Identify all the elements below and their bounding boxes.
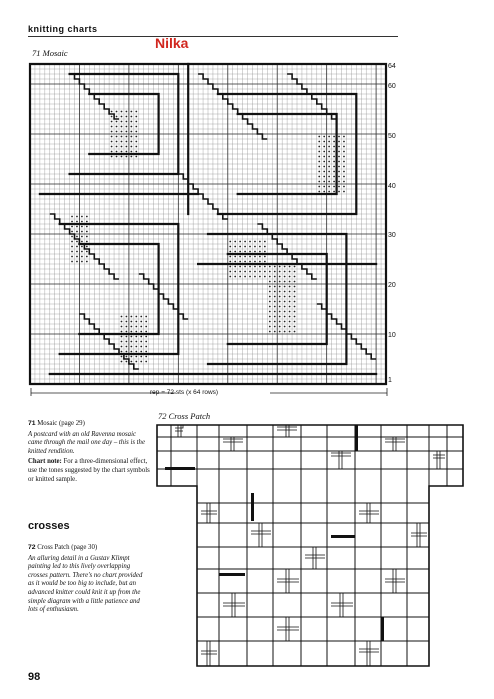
note-description: An alluring detail in a Gustav Klimpt painting led to this lively overlapping crosses pattern. There's no chart provided as it would be too big to include, but an advanced knitter could knit it up from the simple diagram with a little patience and lots of enthusiasm. [28,554,143,614]
chart-72-caption: 72 Cross Patch [158,411,211,421]
note-description: A postcard with an old Ravenna mosaic came through the mail one day – this is the knitted rendition. [28,430,145,455]
row-number: 1 [388,377,392,384]
chart-71-caption: 71 Mosaic [32,48,68,58]
row-number: 20 [388,282,396,289]
note-mosaic [28,420,150,486]
chart-note-label: Chart note: [28,458,62,466]
rep-label: rep = 72 sts (x 64 rows) [150,389,219,396]
row-number: 40 [388,183,396,190]
note-number: 71 [28,420,36,427]
chart-note-text: For a three-dimensional effect, use the tones suggested by the chart symbols or knitted sample. [28,458,150,483]
section-heading: crosses [28,520,70,532]
page-number: 98 [28,671,41,683]
note-title: Mosaic (page 29) [37,420,85,427]
row-number: 50 [388,133,396,140]
note-number: 72 [28,544,36,551]
row-number: 64 [388,63,396,70]
row-number: 60 [388,83,396,90]
row-number: 30 [388,232,396,239]
header-rule [28,36,398,37]
stamp-watermark: Nilka [155,35,189,51]
running-header: knitting charts [28,24,98,34]
note-cross-patch [28,544,150,615]
note-title: Cross Patch (page 30) [37,544,98,551]
row-number: 10 [388,332,396,339]
cross-patch-diagram [155,423,465,668]
mosaic-chart [28,62,388,387]
